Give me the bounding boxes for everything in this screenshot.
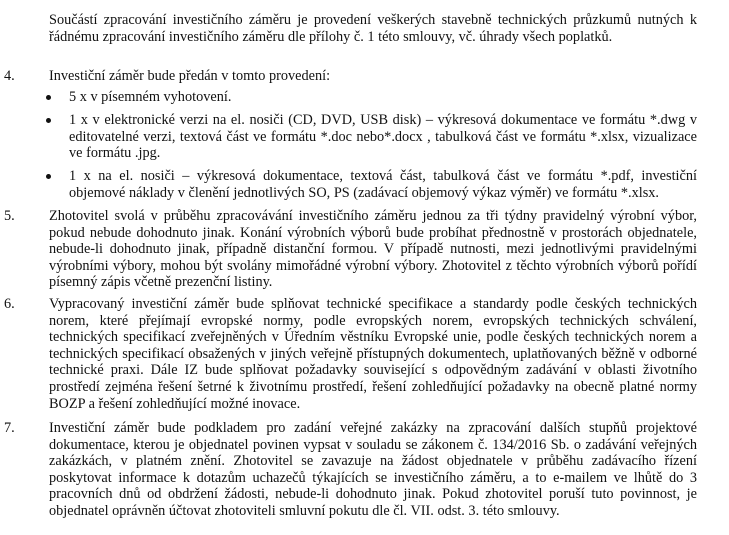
section-5-text: Zhotovitel svolá v průběhu zpracovávání investičního záměru jednou za tři týdny pravidelný výrobní výbor, pokud nebude dohodnuto jinak. Konání výrobních výborů bude probíhat přednostně v prostorách objednatele, nebude-li dohodnuto jinak, případně distanční formou. V případě nutnosti, mezi jednotlivými pravidelnými výrobními výbory, mohou být svolány mimořádné výrobní výbory. Zhotovitel z těchto výrobních výborů pořídí písemný zápis včetně prezenční listiny. bbox=[49, 208, 697, 291]
bullet-text: 5 x v písemném vyhotovení. bbox=[69, 89, 232, 105]
section-number-6: 6. bbox=[4, 296, 15, 312]
bullet-text: 1 x na el. nosiči – výkresová dokumentace, textová část, tabulková část ve formátu *.pdf, investiční objemové náklady v členění jednotlivých SO, PS (zadávací objemový výkaz výměr) ve formátu *.xlsx. bbox=[69, 168, 697, 201]
bullet-icon bbox=[46, 118, 51, 123]
section-6-text: Vypracovaný investiční záměr bude splňovat technické specifikace a standardy podle českých technických norem, které přejímají evropské normy, podle evropských norem, evropských technických schválení, technických specifikací zveřejněných v Úředním věstníku Evropské unie, podle českých technických norem a technických specifikací obsažených v jiných veřejně přístupných dokumentech, uplatňovaných běžně v odborné technické praxi. Dále IZ bude splňovat požadavky související s odpovědným zadávání v oblasti životního prostředí zejména řešení šetrné k životnímu prostředí, řešení zohledňující požadavky na obecně platné normy BOZP a řešení zohledňující možné inovace. bbox=[49, 296, 697, 412]
bullet-icon bbox=[46, 95, 51, 100]
intro-paragraph: Součástí zpracování investičního záměru je provedení veškerých stavebně technických průzkumů nutných k řádnému zpracování investičního záměru dle přílohy č. 1 této smlouvy, vč. úhrady všech poplatků. bbox=[49, 12, 697, 45]
section-number-7: 7. bbox=[4, 420, 15, 436]
section-number-4: 4. bbox=[4, 68, 15, 84]
bullet-icon bbox=[46, 174, 51, 179]
bullet-text: 1 x v elektronické verzi na el. nosiči (CD, DVD, USB disk) – výkresová dokumentace ve formátu *.dwg v editovatelné verzi, textová část ve formátu *.doc nebo*.docx , tabulková část ve formátu *.xlsx, vizualizace ve formátu .jpg. bbox=[69, 112, 697, 162]
section-number-5: 5. bbox=[4, 208, 15, 224]
section-4-text: Investiční záměr bude předán v tomto provedení: bbox=[49, 68, 331, 84]
section-7-text: Investiční záměr bude podkladem pro zadání veřejné zakázky na zpracování dalších stupňů projektové dokumentace, kterou je objednatel povinen vypsat v souladu se zákonem č. 134/2016 Sb. o zadávání veřejných zakázkách, v platném znění. Zhotovitel se zavazuje na žádost objednatele v průběhu zadávacího řízení poskytovat informace k dotazům uchazečů týkajících se investičního záměru, a to e-mailem ve lhůtě do 3 pracovních dnů od obdržení žádosti, nebude-li dohodnuto jinak. Pokud zhotovitel poruší tuto povinnost, je objednatel oprávněn účtovat zhotoviteli smluvní pokutu dle čl. VII. odst. 3. této smlouvy. bbox=[49, 420, 697, 519]
